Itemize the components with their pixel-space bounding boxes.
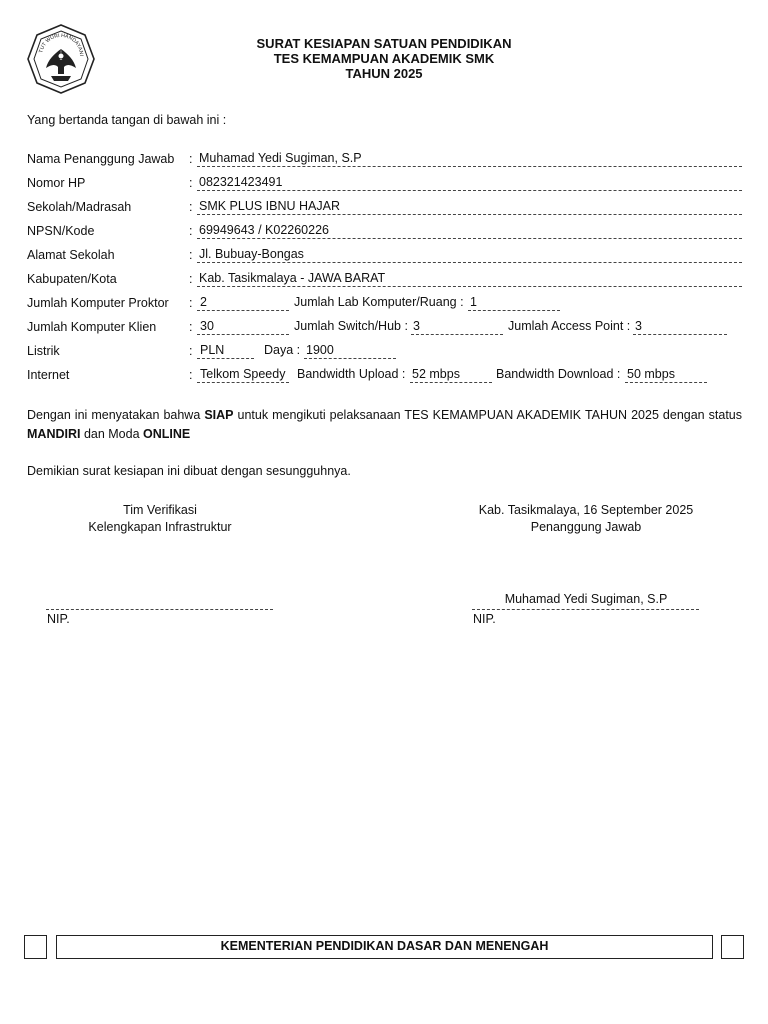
value-kabupaten: Kab. Tasikmalaya - JAWA BARAT [199,271,386,285]
statement-paragraph [27,406,742,444]
signature-right-name: Muhamad Yedi Sugiman, S.P [504,592,668,606]
dotted-line [410,382,492,383]
value-npsn: 69949643 / K02260226 [199,223,329,237]
label-proktor: Jumlah Komputer Proktor [27,296,169,310]
value-listrik: PLN [200,343,225,357]
value-upload: 52 mbps [412,367,460,381]
label-download: Bandwidth Download : [496,367,621,381]
dotted-line [197,334,289,335]
value-daya: 1900 [306,343,334,357]
label-lab: Jumlah Lab Komputer/Ruang : [294,295,464,309]
dotted-line [197,190,742,191]
document-title-line3: TAHUN 2025 [345,66,423,81]
dotted-line [197,310,289,311]
dotted-line [197,166,742,167]
signature-right-nip: NIP. [473,612,496,626]
label-upload: Bandwidth Upload : [297,367,406,381]
footer-right-box [721,935,744,959]
dotted-line [197,382,289,383]
signature-right-place-date: Kab. Tasikmalaya, 16 September 2025 [478,503,694,517]
value-download: 50 mbps [627,367,675,381]
colon: : [189,224,193,238]
statement-text-3: dan Moda [80,427,144,441]
value-access-point: 3 [635,319,642,333]
label-sekolah: Sekolah/Madrasah [27,200,132,214]
label-alamat: Alamat Sekolah [27,248,115,262]
colon: : [189,152,193,166]
label-klien: Jumlah Komputer Klien [27,320,157,334]
dotted-line [625,382,707,383]
signature-right-role: Penanggung Jawab [530,520,642,534]
dotted-line [468,310,560,311]
statement-text-1: Dengan ini menyatakan bahwa [27,408,205,422]
value-hp: 082321423491 [199,175,283,189]
label-internet: Internet [27,368,70,382]
value-nama: Muhamad Yedi Sugiman, S.P [199,151,362,165]
dotted-line [197,358,254,359]
label-access-point: Jumlah Access Point : [508,319,631,333]
dotted-line [197,238,742,239]
colon: : [189,296,193,310]
value-switch: 3 [413,319,420,333]
colon: : [189,248,193,262]
dotted-line [633,334,727,335]
label-listrik: Listrik [27,344,60,358]
footer-ministry-text: KEMENTERIAN PENDIDIKAN DASAR DAN MENENGAH [220,939,549,953]
dotted-line [304,358,396,359]
colon: : [189,200,193,214]
signature-right-line [472,609,699,610]
value-klien: 30 [200,319,214,333]
statement-text-2: untuk mengikuti pelaksanaan TES KEMAMPUAN AKADEMIK TAHUN 2025 dengan status [233,408,742,422]
label-kabupaten: Kabupaten/Kota [27,272,117,286]
label-daya: Daya : [264,343,301,357]
colon: : [189,344,193,358]
label-nama: Nama Penanggung Jawab [27,152,175,166]
statement-online: ONLINE [143,427,191,441]
label-hp: Nomor HP [27,176,86,190]
statement-siap: SIAP [204,408,234,422]
value-proktor: 2 [200,295,207,309]
intro-text: Yang bertanda tangan di bawah ini : [27,113,227,127]
document-title-line2: TES KEMAMPUAN AKADEMIK SMK [273,51,495,66]
dotted-line [197,214,742,215]
dotted-line [411,334,503,335]
colon: : [189,320,193,334]
label-switch: Jumlah Switch/Hub : [294,319,408,333]
statement-mandiri: MANDIRI [27,427,81,441]
signature-left-nip: NIP. [47,612,70,626]
signature-left-title: Tim Verifikasi [123,503,197,517]
signature-left-line [46,609,273,610]
logo-text: TUT WURI HANDAYANI [38,32,85,57]
colon: : [189,272,193,286]
label-npsn: NPSN/Kode [27,224,95,238]
closing-text: Demikian surat kesiapan ini dibuat dengan sesungguhnya. [27,464,351,478]
value-lab: 1 [470,295,477,309]
dotted-line [197,286,742,287]
document-title-line1: SURAT KESIAPAN SATUAN PENDIDIKAN [256,36,512,51]
footer-left-box [24,935,47,959]
value-sekolah: SMK PLUS IBNU HAJAR [199,199,341,213]
signature-left-subtitle: Kelengkapan Infrastruktur [88,520,232,534]
value-internet: Telkom Speedy [200,367,286,381]
dotted-line [197,262,742,263]
colon: : [189,368,193,382]
value-alamat: Jl. Bubuay-Bongas [199,247,304,261]
colon: : [189,176,193,190]
